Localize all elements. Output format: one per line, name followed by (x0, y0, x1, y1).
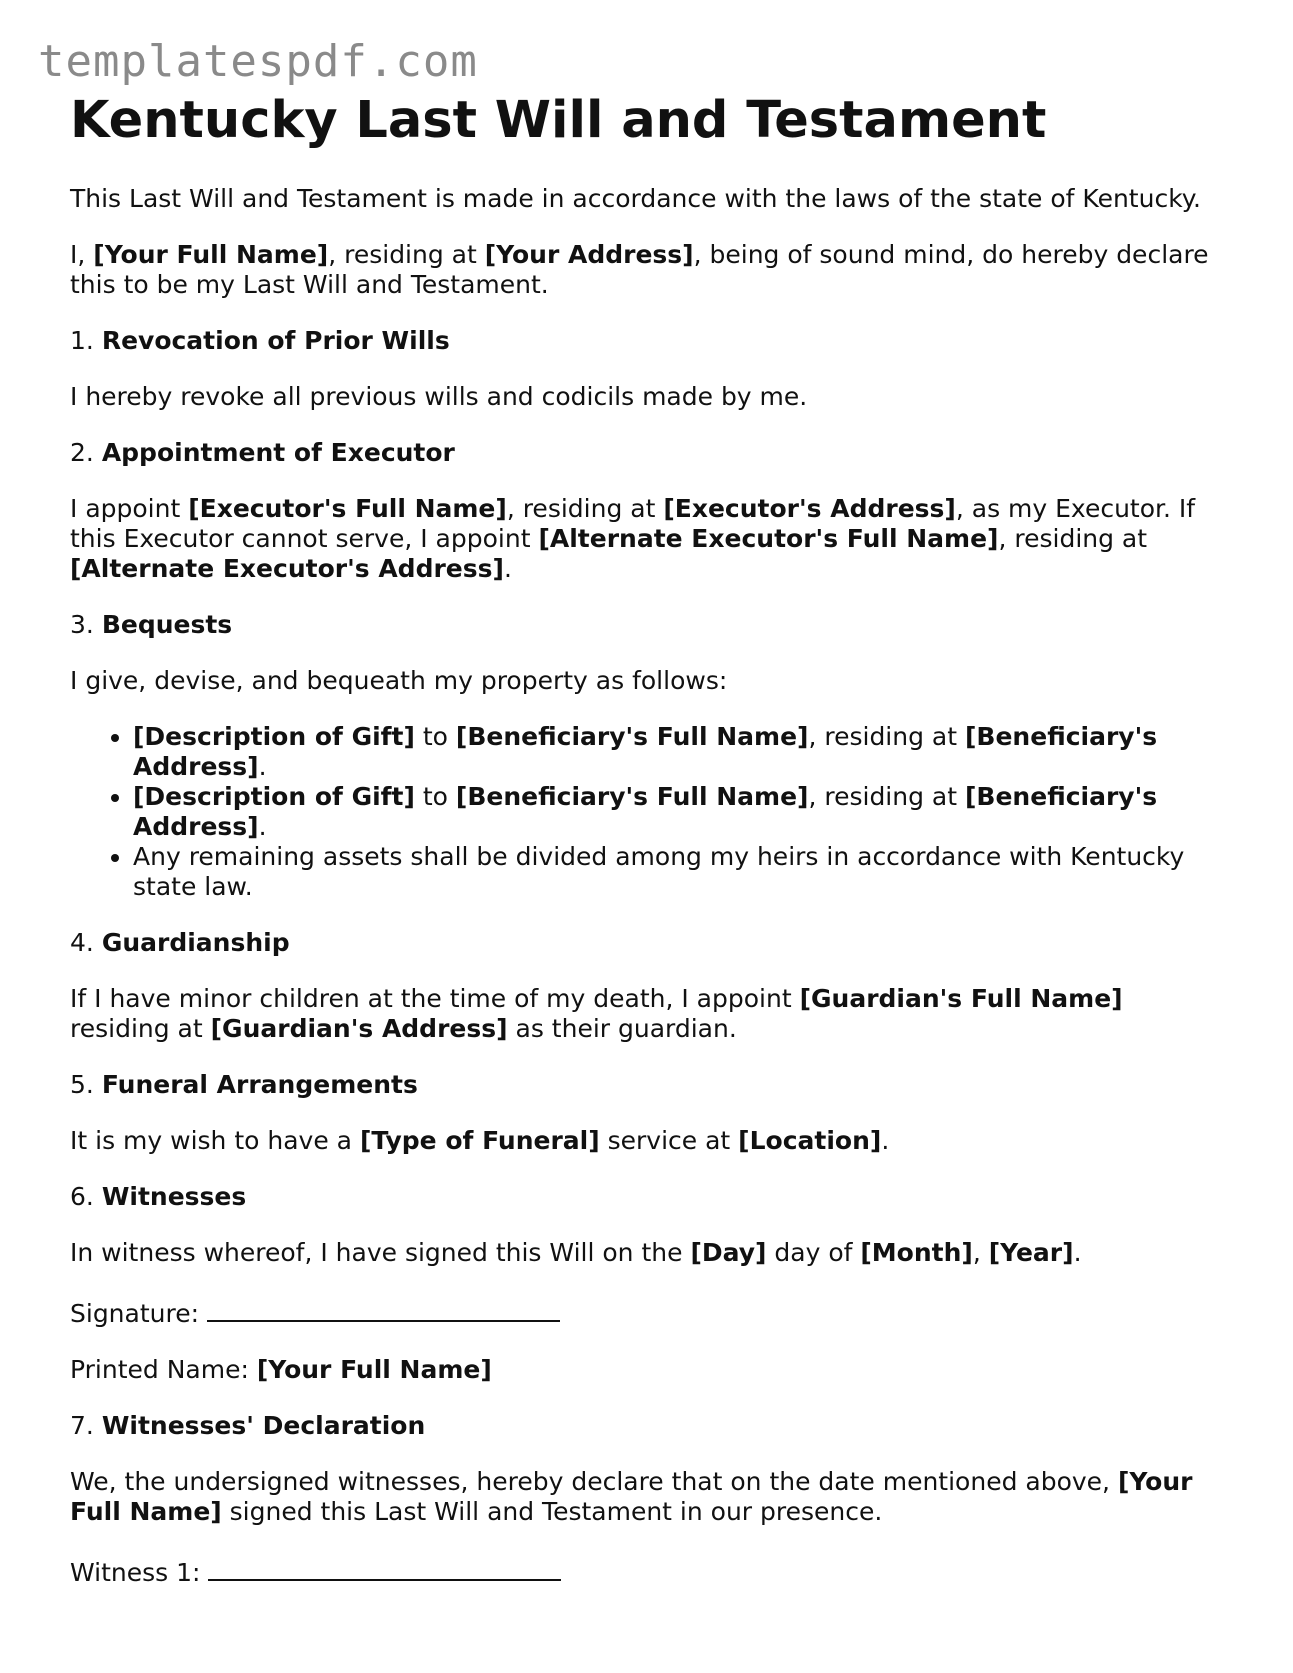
section-heading-witness-declaration: 7. Witnesses' Declaration (70, 1411, 426, 1440)
guardianship-text: If I have minor children at the time of my death, I appoint [Guardian's Full Name] residing at [Guardian's Address] as their guardian. (70, 984, 1123, 1043)
guardian-address-placeholder: [Guardian's Address] (210, 1014, 508, 1043)
witness-1-signature-line[interactable] (208, 1553, 561, 1581)
year-placeholder: [Year] (988, 1238, 1074, 1267)
revocation-text: I hereby revoke all previous wills and codicils made by me. (70, 382, 808, 411)
month-placeholder: [Month] (860, 1238, 973, 1267)
alternate-executor-name-placeholder: [Alternate Executor's Full Name] (538, 524, 999, 553)
day-placeholder: [Day] (690, 1238, 767, 1267)
section-heading-funeral: 5. Funeral Arrangements (70, 1070, 418, 1099)
section-heading-revocation: 1. Revocation of Prior Wills (70, 326, 450, 355)
alternate-executor-address-placeholder: [Alternate Executor's Address] (70, 554, 504, 583)
funeral-text: It is my wish to have a [Type of Funeral] service at [Location]. (70, 1126, 890, 1155)
section-heading-witnesses: 6. Witnesses (70, 1182, 247, 1211)
testator-name-placeholder: [Your Full Name] (93, 240, 329, 269)
document-title: Kentucky Last Will and Testament (70, 91, 1047, 150)
executor-name-placeholder: [Executor's Full Name] (188, 494, 507, 523)
testator-name-placeholder: [Your Full Name] (70, 1467, 1193, 1526)
signature-line[interactable] (207, 1294, 560, 1322)
guardian-name-placeholder: [Guardian's Full Name] (799, 984, 1123, 1013)
list-item: • [Description of Gift] to [Beneficiary's Full Name], residing at [Beneficiary's Address]. (133, 722, 1220, 782)
executor-text: I appoint [Executor's Full Name], residing at [Executor's Address], as my Executor. If this Executor cannot serve, I appoint [Alternate Executor's Full Name], residing at [Alternate Executor's Address]. (70, 494, 1196, 583)
section-heading-bequests: 3. Bequests (70, 610, 233, 639)
bequests-list (70, 722, 1220, 902)
printed-name-label: Printed Name: (70, 1355, 257, 1384)
witness-1-row (70, 1553, 1220, 1588)
watermark: templatespdf.com (38, 36, 478, 87)
section-heading-guardianship: 4. Guardianship (70, 928, 290, 957)
testator-address-placeholder: [Your Address] (484, 240, 694, 269)
printed-name-row (70, 1355, 1220, 1385)
signature-row (70, 1294, 1220, 1329)
executor-address-placeholder: [Executor's Address] (663, 494, 956, 523)
witness-1-label: Witness 1: (70, 1558, 209, 1587)
document-page (70, 88, 1220, 1614)
intro-paragraph: This Last Will and Testament is made in accordance with the laws of the state of Kentucky. (70, 184, 1201, 213)
section-heading-executor: 2. Appointment of Executor (70, 438, 455, 467)
funeral-location-placeholder: [Location] (738, 1126, 882, 1155)
witness-declaration-text: We, the undersigned witnesses, hereby declare that on the date mentioned above, [Your Full Name] signed this Last Will and Testament in our presence. (70, 1467, 1193, 1526)
witnesses-text: In witness whereof, I have signed this Will on the [Day] day of [Month], [Year]. (70, 1238, 1082, 1267)
list-item: • Any remaining assets shall be divided among my heirs in accordance with Kentucky state law. (133, 842, 1220, 902)
funeral-type-placeholder: [Type of Funeral] (359, 1126, 600, 1155)
bequests-text: I give, devise, and bequeath my property as follows: (70, 666, 728, 695)
declaration-paragraph: I, [Your Full Name], residing at [Your Address], being of sound mind, do hereby declare this to be my Last Will and Testament. (70, 240, 1209, 299)
signature-label: Signature: (70, 1299, 207, 1328)
printed-name-placeholder: [Your Full Name] (256, 1355, 492, 1384)
list-item: • [Description of Gift] to [Beneficiary's Full Name], residing at [Beneficiary's Address]. (133, 782, 1220, 842)
